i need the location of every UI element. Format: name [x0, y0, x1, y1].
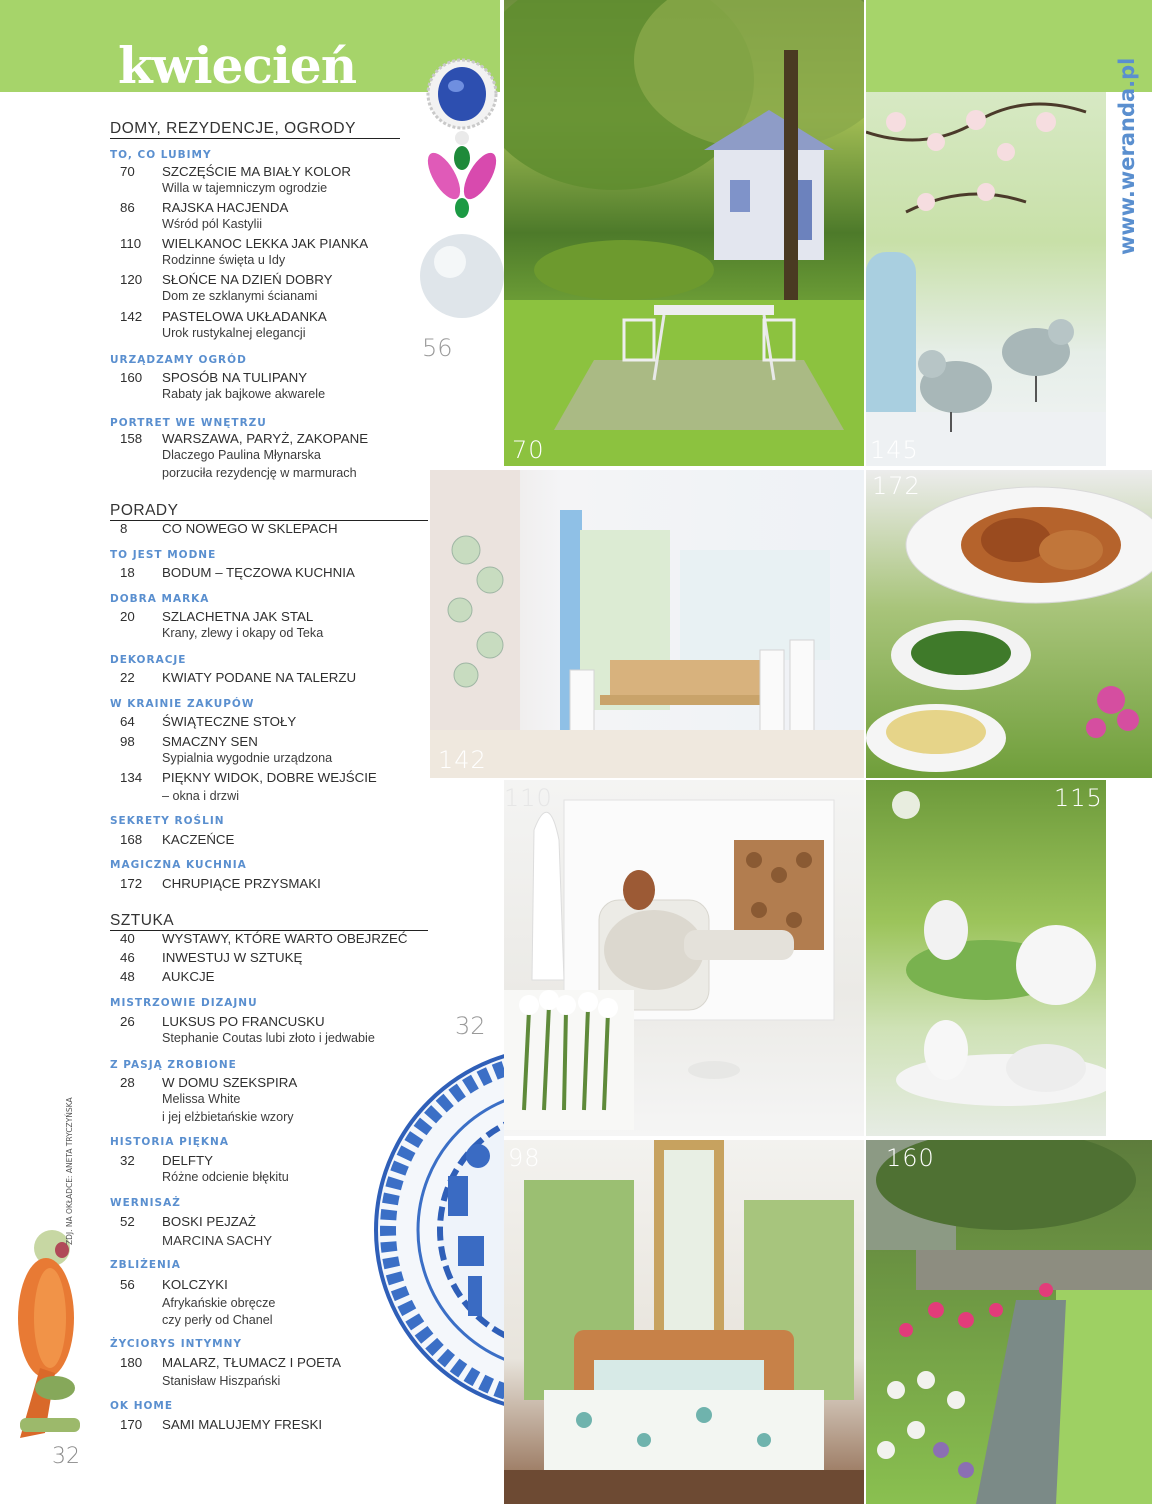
- category-label: URZĄDZAMY OGRÓD: [110, 354, 247, 366]
- dining-illustration: [430, 470, 864, 778]
- photo-dining-room[interactable]: [430, 470, 864, 778]
- entry-title: CHRUPIĄCE PRZYSMAKI: [162, 876, 321, 891]
- entry-title: PIĘKNY WIDOK, DOBRE WEJŚCIE: [162, 770, 377, 785]
- entry-page: 120: [120, 272, 143, 287]
- entry-title: AUKCJE: [162, 969, 215, 984]
- category-label: PORTRET WE WNĘTRZU: [110, 417, 267, 429]
- entry-page: 110: [120, 236, 142, 251]
- earring-page-number: 56: [422, 334, 453, 362]
- category-label: WERNISAŻ: [110, 1197, 181, 1209]
- entry-subtitle: Willa w tajemniczym ogrodzie: [162, 181, 328, 195]
- entry-title: BODUM – TĘCZOWA KUCHNIA: [162, 565, 355, 580]
- entry-subtitle: Rodzinne święta u Idy: [162, 253, 286, 267]
- easter-illustration: [866, 780, 1106, 1136]
- entry-title: PASTELOWA UKŁADANKA: [162, 309, 327, 324]
- section-heading: DOMY, REZYDENCJE, OGRODY: [110, 119, 400, 139]
- entry-subtitle: Sypialnia wygodnie urządzona: [162, 751, 333, 765]
- entry-title: WIELKANOC LEKKA JAK PIANKA: [162, 236, 369, 251]
- entry-title: SAMI MALUJEMY FRESKI: [162, 1417, 323, 1432]
- entry-title: WYSTAWY, KTÓRE WARTO OBEJRZEĆ: [162, 931, 408, 946]
- category-label: ZBLIŻENIA: [110, 1259, 181, 1271]
- entry-page: 142: [120, 309, 143, 324]
- entry-title: KACZEŃCE: [162, 832, 235, 847]
- entry-page: 158: [120, 431, 143, 446]
- entry-title: W DOMU SZEKSPIRA: [162, 1075, 298, 1090]
- section-heading: PORADY: [110, 501, 428, 521]
- entry-page: 170: [120, 1417, 143, 1432]
- entry-subtitle: Stanisław Hiszpański: [162, 1374, 281, 1388]
- entry-title: SŁOŃCE NA DZIEŃ DOBRY: [162, 272, 333, 287]
- category-label: HISTORIA PIĘKNA: [110, 1136, 229, 1148]
- entry-subtitle: Urok rustykalnej elegancji: [162, 326, 306, 340]
- photo-credit: [62, 1040, 76, 1250]
- entry-subtitle: i jej elżbietańskie wzory: [162, 1110, 294, 1124]
- garden-illustration: [504, 0, 864, 466]
- photo-page-number: 115: [1054, 784, 1103, 812]
- plate-page-number: 32: [455, 1012, 486, 1040]
- entry-title: BOSKI PEJZAŻ: [162, 1214, 256, 1229]
- category-label: Z PASJĄ ZROBIONE: [110, 1059, 237, 1071]
- category-label: OK HOME: [110, 1400, 174, 1412]
- photo-garden[interactable]: [504, 0, 864, 466]
- folio-page-number: 32: [52, 1444, 80, 1469]
- entry-subtitle: Afrykańskie obręcze: [162, 1296, 276, 1310]
- photo-bedroom[interactable]: [504, 1140, 864, 1504]
- category-label: DOBRA MARKA: [110, 593, 210, 605]
- entry-title: ŚWIĄTECZNE STOŁY: [162, 714, 297, 729]
- entry-page: 70: [120, 164, 135, 179]
- food-illustration: [866, 470, 1152, 778]
- entry-subtitle: Różne odcienie błękitu: [162, 1170, 289, 1184]
- entry-subtitle: czy perły od Chanel: [162, 1313, 273, 1327]
- entry-page: 8: [120, 521, 128, 536]
- bedroom-illustration: [504, 1140, 864, 1504]
- category-label: TO JEST MODNE: [110, 549, 217, 561]
- photo-living-room[interactable]: [504, 780, 864, 1136]
- entry-title: SMACZNY SEN: [162, 734, 258, 749]
- entry-title: MALARZ, TŁUMACZ I POETA: [162, 1355, 342, 1370]
- entry-subtitle: Melissa White: [162, 1092, 241, 1106]
- tulips-illustration: [866, 1140, 1152, 1504]
- photo-page-number: 160: [886, 1144, 935, 1172]
- month-title: kwiecień: [118, 36, 357, 95]
- photo-page-number: 172: [872, 472, 921, 500]
- category-label: SEKRETY ROŚLIN: [110, 815, 225, 827]
- category-label: MISTRZOWIE DIZAJNU: [110, 997, 258, 1009]
- category-label: MAGICZNA KUCHNIA: [110, 859, 247, 871]
- category-label: ŻYCIORYS INTYMNY: [110, 1338, 243, 1350]
- entry-title: LUKSUS PO FRANCUSKU: [162, 1014, 325, 1029]
- parrot-figurine-image[interactable]: [0, 1228, 94, 1442]
- entry-title: SZLACHETNA JAK STAL: [162, 609, 314, 624]
- entry-title: SPOSÓB NA TULIPANY: [162, 370, 308, 385]
- entry-page: 20: [120, 609, 135, 624]
- entry-page: 172: [120, 876, 143, 891]
- entry-page: 52: [120, 1214, 135, 1229]
- photo-easter-table[interactable]: [866, 780, 1106, 1136]
- entry-subtitle: Dlaczego Paulina Młynarska: [162, 448, 321, 462]
- photo-tulip-garden[interactable]: [866, 1140, 1152, 1504]
- entry-page: 160: [120, 370, 143, 385]
- earring-image[interactable]: [420, 48, 504, 324]
- category-label: DEKORACJE: [110, 654, 187, 666]
- entry-title: DELFTY: [162, 1153, 213, 1168]
- category-label: TO, CO LUBIMY: [110, 149, 212, 161]
- photo-window-birds[interactable]: [866, 92, 1106, 466]
- category-label: W KRAINIE ZAKUPÓW: [110, 698, 255, 710]
- svg-text:www.weranda.pl: www.weranda.pl: [1115, 57, 1139, 255]
- entry-title: INWESTUJ W SZTUKĘ: [162, 950, 303, 965]
- entry-title: KWIATY PODANE NA TALERZU: [162, 670, 357, 685]
- entry-page: 86: [120, 200, 135, 215]
- photo-food[interactable]: [866, 470, 1152, 778]
- entry-title: KOLCZYKI: [162, 1277, 228, 1292]
- entry-subtitle: Dom ze szklanymi ścianami: [162, 289, 318, 303]
- photo-page-number: 70: [512, 436, 545, 464]
- photo-page-number: 110: [504, 784, 553, 812]
- entry-subtitle: Krany, zlewy i okapy od Teka: [162, 626, 324, 640]
- entry-page: 168: [120, 832, 143, 847]
- entry-subtitle: Stephanie Coutas lubi złoto i jedwabie: [162, 1031, 375, 1045]
- entry-page: 134: [120, 770, 143, 785]
- website-url[interactable]: [1100, 50, 1150, 260]
- entry-title: WARSZAWA, PARYŻ, ZAKOPANE: [162, 431, 369, 446]
- entry-page: 22: [120, 670, 135, 685]
- entry-title: SZCZĘŚCIE MA BIAŁY KOLOR: [162, 164, 351, 179]
- photo-page-number: 142: [438, 746, 487, 774]
- photo-page-number: 145: [870, 436, 919, 464]
- entry-subtitle: – okna i drzwi: [162, 789, 239, 803]
- entry-page: 18: [120, 565, 135, 580]
- entry-page: 56: [120, 1277, 135, 1292]
- entry-title: CO NOWEGO W SKLEPACH: [162, 521, 338, 536]
- photo-page-number: 98: [508, 1144, 541, 1172]
- entry-subtitle: Wśród pól Kastylii: [162, 217, 263, 231]
- birds-illustration: [866, 92, 1106, 466]
- living-illustration: [504, 780, 864, 1136]
- delft-plate-image[interactable]: [368, 1046, 504, 1414]
- entry-title: RAJSKA HACJENDA: [162, 200, 289, 215]
- entry-subtitle: Rabaty jak bajkowe akwarele: [162, 387, 326, 401]
- entry-subtitle: porzuciła rezydencję w marmurach: [162, 466, 357, 480]
- entry-page: 40: [120, 931, 135, 946]
- entry-page: 28: [120, 1075, 135, 1090]
- entry-page: 98: [120, 734, 135, 749]
- entry-page: 48: [120, 969, 135, 984]
- svg-text:ZDJ. NA OKŁADCE: ANETA TRYCZYŃ: ZDJ. NA OKŁADCE: ANETA TRYCZYŃSKA: [65, 1097, 74, 1245]
- section-heading: SZTUKA: [110, 911, 428, 931]
- entry-page: 26: [120, 1014, 135, 1029]
- entry-page: 64: [120, 714, 135, 729]
- entry-page: 180: [120, 1355, 143, 1370]
- entry-page: 46: [120, 950, 135, 965]
- entry-subtitle: MARCINA SACHY: [162, 1233, 273, 1248]
- entry-page: 32: [120, 1153, 135, 1168]
